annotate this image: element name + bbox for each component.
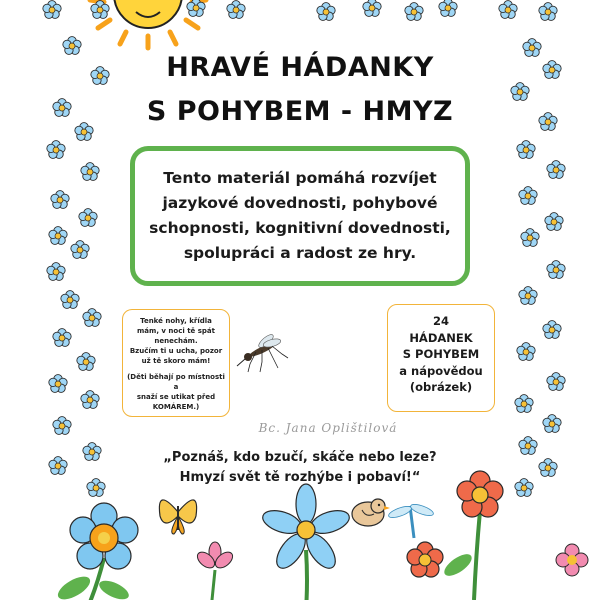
- flower-icon: [441, 471, 503, 600]
- forget-me-not-icon: [547, 161, 565, 179]
- closing-line: „Poznáš, kdo bzučí, skáče nebo leze?: [163, 450, 437, 465]
- forget-me-not-icon: [363, 0, 381, 16]
- forget-me-not-icon: [543, 61, 561, 79]
- count-line: a nápovědou: [399, 363, 483, 378]
- forget-me-not-icon: [499, 1, 517, 19]
- forget-me-not-icon: [519, 437, 537, 455]
- forget-me-not-icon: [547, 261, 565, 279]
- forget-me-not-icon: [545, 213, 563, 231]
- forget-me-not-icon: [49, 457, 67, 475]
- forget-me-not-icon: [43, 1, 61, 19]
- riddle-note-line: snaží se utikat před: [136, 393, 216, 401]
- flower-icon: [260, 484, 352, 600]
- forget-me-not-icon: [517, 343, 535, 361]
- forget-me-not-icon: [53, 99, 71, 117]
- forget-me-not-icon: [547, 373, 565, 391]
- forget-me-not-icon: [543, 415, 561, 433]
- closing-quote: [140, 448, 460, 488]
- count-line: (obrázek): [409, 380, 473, 394]
- riddle-note-line: (Děti běhají po místnosti a: [127, 373, 225, 391]
- forget-me-not-icon: [77, 353, 95, 371]
- page-title-line-1: HRAVÉ HÁDANKY: [166, 52, 434, 83]
- forget-me-not-icon: [515, 395, 533, 413]
- forget-me-not-icon: [511, 83, 529, 101]
- forget-me-not-icon: [81, 163, 99, 181]
- forget-me-not-icon: [79, 209, 97, 227]
- forget-me-not-icon: [539, 459, 557, 477]
- forget-me-not-icon: [521, 229, 539, 247]
- flower-icon: [54, 503, 138, 600]
- forget-me-not-icon: [61, 291, 79, 309]
- forget-me-not-icon: [439, 0, 457, 16]
- forget-me-not-icon: [81, 391, 99, 409]
- forget-me-not-icon: [227, 1, 245, 19]
- mosquito-icon: [237, 333, 288, 372]
- forget-me-not-icon: [47, 263, 65, 281]
- forget-me-not-icon: [47, 141, 65, 159]
- forget-me-not-icon: [91, 1, 109, 19]
- forget-me-not-icon: [49, 375, 67, 393]
- flower-icon: [407, 542, 443, 577]
- intro-line: spolupráci a radost ze hry.: [183, 244, 417, 262]
- forget-me-not-icon: [539, 3, 557, 21]
- riddle-line: Tenké nohy, křídla: [140, 317, 212, 325]
- intro-line: jazykové dovednosti, pohybové: [162, 194, 438, 212]
- forget-me-not-icon: [543, 321, 561, 339]
- riddle-line: mám, v noci tě spát: [137, 327, 215, 335]
- forget-me-not-icon: [517, 141, 535, 159]
- riddle-text: [126, 316, 226, 366]
- dragonfly-icon: [387, 502, 434, 538]
- page-title-line-2: S POHYBEM - HMYZ: [146, 96, 454, 127]
- count-line: S POHYBEM: [402, 347, 480, 361]
- closing-line: Hmyzí svět tě rozhýbe i pobaví!“: [179, 470, 421, 485]
- riddle-line: nenechám.: [154, 337, 198, 345]
- forget-me-not-icon: [83, 443, 101, 461]
- forget-me-not-icon: [71, 241, 89, 259]
- author-signature: Bc. Jana Oplištilová: [258, 421, 398, 435]
- forget-me-not-icon: [187, 0, 205, 16]
- riddle-count: 24: [432, 314, 449, 328]
- intro-line: schopnosti, kognitivní dovednosti,: [149, 219, 451, 237]
- forget-me-not-icon: [83, 309, 101, 327]
- flower-icon: [556, 544, 588, 576]
- riddle-card: [122, 309, 230, 417]
- bird-icon: [352, 499, 390, 526]
- forget-me-not-icon: [317, 3, 335, 21]
- forget-me-not-icon: [49, 227, 67, 245]
- riddle-count-card: [387, 304, 495, 412]
- butterfly-icon: [159, 500, 196, 534]
- forget-me-not-icon: [519, 287, 537, 305]
- forget-me-not-icon: [539, 113, 557, 131]
- forget-me-not-icon: [63, 37, 81, 55]
- forget-me-not-icon: [51, 191, 69, 209]
- forget-me-not-icon: [515, 479, 533, 497]
- forget-me-not-icon: [519, 187, 537, 205]
- riddle-note: [126, 372, 226, 412]
- forget-me-not-icon: [523, 39, 541, 57]
- forget-me-not-icon: [405, 3, 423, 21]
- riddle-line: Bzučím ti u ucha, pozor: [129, 347, 223, 355]
- forget-me-not-icon: [87, 479, 105, 497]
- flower-icon: [194, 542, 235, 600]
- forget-me-not-icon: [53, 329, 71, 347]
- intro-text: [139, 166, 461, 266]
- intro-box: [130, 146, 470, 286]
- forget-me-not-icon: [53, 417, 71, 435]
- riddle-line: už tě skoro mám!: [141, 357, 211, 365]
- riddle-note-line: KOMÁREM.): [152, 403, 200, 411]
- count-line: HÁDANEK: [409, 330, 473, 345]
- intro-line: Tento materiál pomáhá rozvíjet: [163, 169, 437, 187]
